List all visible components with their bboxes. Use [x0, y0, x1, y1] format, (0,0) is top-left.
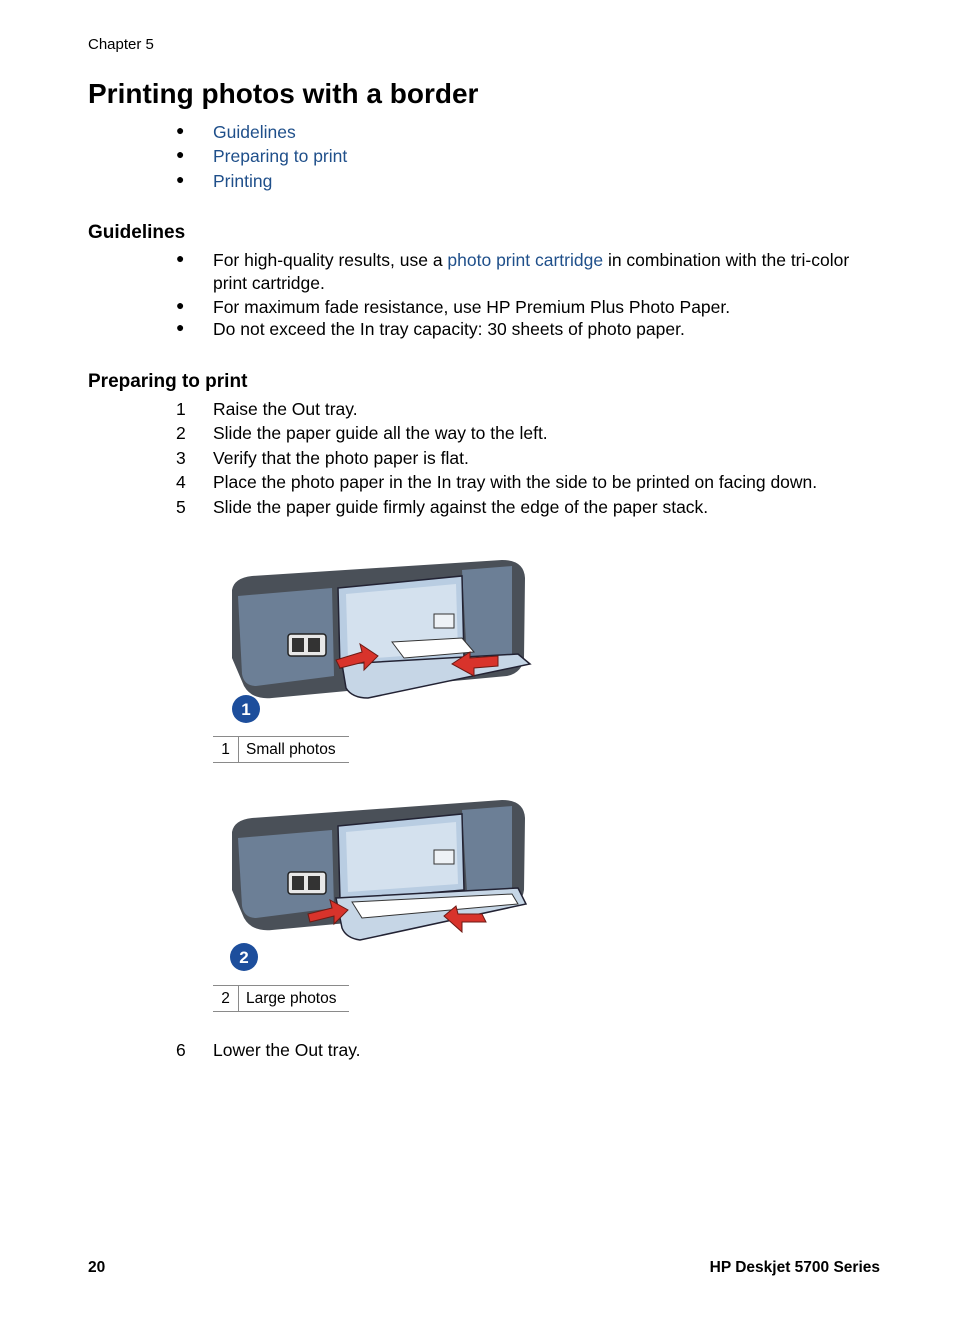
step-item [176, 398, 884, 421]
bullet-icon: ● [176, 146, 185, 162]
step-number: 3 [176, 448, 186, 468]
figure-badge: 2 [239, 948, 249, 967]
step-text: Slide the paper guide firmly against the edge of the paper stack. [213, 497, 709, 517]
step-item [176, 447, 884, 470]
step-text: Lower the Out tray. [213, 1040, 361, 1060]
step-item [176, 422, 884, 445]
guideline-item [176, 296, 884, 319]
figure-caption [213, 985, 349, 1012]
toc-link-printing[interactable]: Printing [213, 171, 273, 191]
figure-badge: 1 [241, 700, 251, 719]
guidelines-heading: Guidelines [88, 222, 186, 243]
photo-print-cartridge-link[interactable]: photo print cartridge [447, 250, 604, 270]
guideline-text: print cartridge. [213, 273, 325, 293]
guideline-text: For high-quality results, use a [213, 250, 448, 270]
step-number: 5 [176, 497, 186, 517]
toc-item [176, 145, 884, 168]
bullet-icon: ● [176, 297, 185, 313]
product-name: HP Deskjet 5700 Series [709, 1259, 880, 1276]
toc-item [176, 121, 884, 144]
bullet-icon: ● [176, 319, 185, 335]
guideline-text: in combination with the tri-color [603, 250, 850, 270]
step-item [176, 1039, 884, 1062]
toc-link-preparing[interactable]: Preparing to print [213, 146, 348, 166]
guideline-item [176, 249, 884, 295]
guideline-text: For maximum fade resistance, use HP Premium Plus Photo Paper. [213, 297, 731, 317]
step-number: 6 [176, 1040, 186, 1060]
step-text: Place the photo paper in the In tray with the side to be printed on facing down. [213, 472, 818, 492]
caption-label: Small photos [246, 741, 336, 758]
caption-number: 1 [213, 737, 239, 762]
step-text: Raise the Out tray. [213, 399, 358, 419]
page-title: Printing photos with a border [88, 78, 479, 109]
caption-number: 2 [213, 986, 239, 1011]
step-number: 2 [176, 423, 186, 443]
chapter-label: Chapter 5 [88, 36, 154, 53]
page-number: 20 [88, 1259, 106, 1276]
step-item [176, 496, 884, 519]
bullet-icon: ● [176, 171, 185, 187]
step-number: 4 [176, 472, 186, 492]
preparing-heading: Preparing to print [88, 371, 248, 392]
caption-label: Large photos [246, 990, 337, 1007]
guideline-item [176, 318, 884, 341]
step-text: Verify that the photo paper is flat. [213, 448, 469, 468]
printer-small-photos-illustration [212, 548, 542, 733]
bullet-icon: ● [176, 250, 185, 266]
step-text: Slide the paper guide all the way to the left. [213, 423, 548, 443]
guideline-text: Do not exceed the In tray capacity: 30 sheets of photo paper. [213, 319, 685, 339]
toc-link-guidelines[interactable]: Guidelines [213, 122, 296, 142]
step-item [176, 471, 884, 494]
bullet-icon: ● [176, 122, 185, 138]
step-number: 1 [176, 399, 186, 419]
figure-caption [213, 736, 349, 763]
printer-large-photos-illustration [212, 790, 542, 985]
toc-item [176, 170, 884, 193]
